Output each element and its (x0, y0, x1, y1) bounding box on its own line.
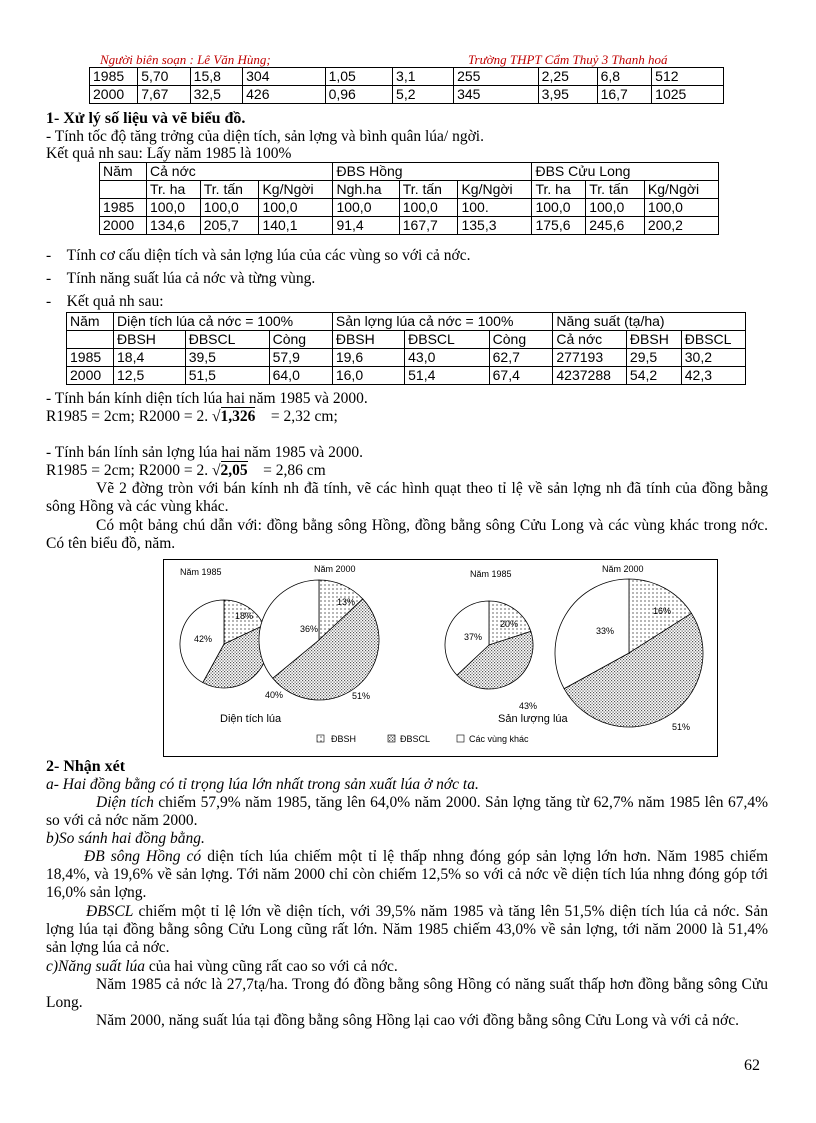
paragraph: Năm 2000, năng suất lúa tại đồng bằng sông Hồng lại cao với đồng bằng sông Cửu Long và với cả nớc. (96, 1012, 739, 1029)
table-row: 2000 7,67 32,5 426 0,96 5,2 345 3,95 16,7 1025 (90, 86, 724, 104)
paragraph: Diện tích chiếm 57,9% năm 1985, tăng lên 64,0% năm 2000. Sản lợng tăng từ 62,7% năm 1985 lên 67,4% so với cả nớc năm 2000. (46, 794, 769, 829)
radius-line-4: R1985 = 2cm; R2000 = 2. √2,05 = 2,86 cm (46, 462, 326, 479)
pie-data-label: 13% (337, 597, 356, 607)
school-header: Trường THPT Cẩm Thuỷ 3 Thanh hoá (468, 52, 668, 67)
section1-line2: Kết quả nh sau: Lấy năm 1985 là 100% (46, 145, 292, 162)
pie-charts-svg (164, 560, 717, 756)
pie-data-label: 42% (194, 634, 213, 644)
pie-data-label: 51% (352, 691, 371, 701)
legend-swatch-dbsh (317, 735, 324, 742)
pie-data-label: 40% (265, 690, 284, 700)
page-number: 62 (744, 1057, 760, 1074)
growth-table (99, 162, 719, 235)
legend-swatch-other (457, 735, 464, 742)
paragraph: ĐB sông Hồng có diện tích lúa chiếm một tỉ lệ thấp nhng đóng góp sản lợng lớn hơn. Năm 1985 chiếm 18,4%, và 19,6% về sản lợng. Tới năm 2000 chỉ còn chiếm 12,5% so với cả nớc về diện tích lúa nhng đóng góp tới 16,0% sản lợng. (46, 848, 768, 901)
section1-title: 1- Xử lý số liệu và vẽ biểu đồ. (46, 110, 246, 127)
pie-title: Năm 1985 (470, 569, 512, 579)
pie-data-label: 43% (519, 701, 538, 711)
pie-data-label: 20% (500, 619, 519, 629)
section2-a: a- Hai đồng bằng có tỉ trọng lúa lớn nhất trong sản xuất lúa ở nớc ta. (46, 776, 479, 793)
table-header-row: Năm Diện tích lúa cả nớc = 100% Sản lợng lúa cả nớc = 100% Năng suất (tạ/ha) (67, 313, 746, 331)
table-row: 1985 5,70 15,8 304 1,05 3,1 255 2,25 6,8 512 (90, 68, 724, 86)
pie-data-label: 16% (653, 606, 672, 616)
paragraph: Năm 1985 cả nớc là 27,7tạ/ha. Trong đó đồng bằng sông Hồng có năng suất thấp hơn đồng bằng sông Cửu Long. (46, 976, 768, 1011)
legend-label: ĐBSH (331, 734, 357, 744)
table-subheader-row: Tr. ha Tr. tấn Kg/Ngời Ngh.ha Tr. tấn Kg/Ngời Tr. ha Tr. tấn Kg/Ngời (100, 181, 719, 199)
sqrt-symbol: √ (212, 408, 221, 425)
pie-data-label: 18% (235, 611, 254, 621)
pie-data-label: 51% (672, 722, 691, 732)
table-row: 2000 134,6 205,7 140,1 91,4 167,7 135,3 175,6 245,6 200,2 (100, 217, 719, 235)
bullet-item: - Tính cơ cấu diện tích và sản lợng lúa của các vùng so với cả nớc. (46, 247, 471, 264)
section2-c: c)Năng suất lúa của hai vùng cũng rất cao so với cả nớc. (46, 958, 398, 975)
pie-charts-figure (163, 559, 718, 757)
author-header: Người biên soạn : Lê Văn Hùng; (100, 52, 271, 67)
bullet-item: - Kết quả nh sau: (46, 293, 164, 310)
paragraph: ĐBSCL chiếm một tỉ lệ lớn về diện tích, với 39,5% năm 1985 và tăng lên 51,5% diện tích lúa cả nớc. Sản lợng lúa tại đồng bằng sông Cửu Long cũng rất lớn. Năm 1985 chiếm 43,0% về sản lợng, tới năm 2000 là 51,4% sản lợng lúa cả nớc. (46, 903, 768, 956)
pie-title: Năm 2000 (314, 564, 356, 574)
top-data-table (89, 67, 724, 104)
radius-line-1: - Tính bán kính diện tích lúa hai năm 1985 và 2000. (46, 390, 368, 407)
pie-data-label: 37% (464, 632, 483, 642)
legend-label: Các vùng khác (469, 734, 529, 744)
legend-swatch-dbscl (388, 735, 395, 742)
table-row: 2000 12,5 51,5 64,0 16,0 51,4 67,4 4237288 54,2 42,3 (67, 367, 746, 385)
structure-table (66, 312, 746, 385)
pie-data-label: 33% (596, 626, 615, 636)
table-header-row: Năm Cả nớc ĐBS Hồng ĐBS Cửu Long (100, 163, 719, 181)
section2-title: 2- Nhận xét (46, 758, 126, 775)
paragraph: Có một bảng chú dẫn với: đồng bằng sông Hồng, đồng bằng sông Cửu Long và các vùng khác trong nớc. Có tên biểu đồ, năm. (46, 517, 768, 552)
caption-dien-tich: Diện tích lúa (220, 713, 282, 725)
pie-data-label: 36% (300, 624, 319, 634)
section1-line1: - Tính tốc độ tăng trởng của diện tích, sản lợng và bình quân lúa/ ngời. (46, 128, 484, 145)
table-row: 1985 18,4 39,5 57,9 19,6 43,0 62,7 277193 29,5 30,2 (67, 349, 746, 367)
chart-legend (317, 734, 529, 744)
table-subheader-row: ĐBSH ĐBSCL Còng ĐBSH ĐBSCL Còng Cả nớc ĐBSH ĐBSCL (67, 331, 746, 349)
sqrt-symbol: √ (212, 462, 221, 479)
table-row: 1985 100,0 100,0 100,0 100,0 100,0 100. 100,0 100,0 100,0 (100, 199, 719, 217)
paragraph: Vẽ 2 đờng tròn với bán kính nh đã tính, vẽ các hình quạt theo tỉ lệ về sản lợng nh đã tính của đồng bằng sông Hồng và các vùng khác. (46, 480, 768, 515)
pie-title: Năm 1985 (180, 567, 222, 577)
legend-label: ĐBSCL (400, 734, 431, 744)
pie-title: Năm 2000 (602, 564, 644, 574)
radius-line-2: R1985 = 2cm; R2000 = 2. √1,326 = 2,32 cm; (46, 408, 338, 425)
radius-line-3: - Tính bán lính sản lợng lúa hai năm 1985 và 2000. (46, 444, 364, 461)
section2-b: b)So sánh hai đồng bằng. (46, 830, 205, 847)
bullet-item: - Tính năng suất lúa cả nớc và từng vùng. (46, 270, 316, 287)
caption-san-luong: Sản lượng lúa (498, 713, 568, 725)
